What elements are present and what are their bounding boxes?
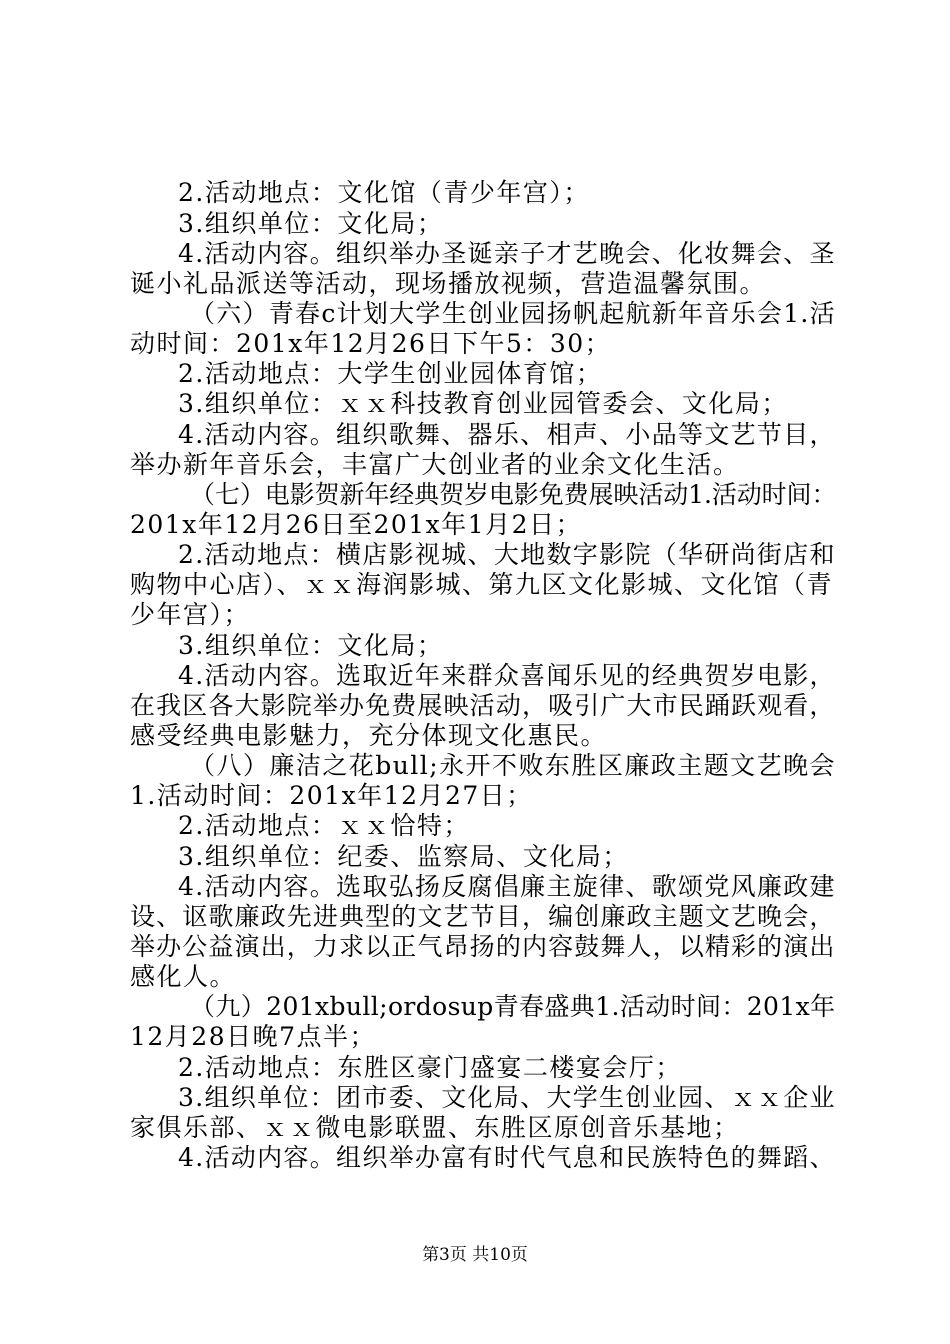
text-line: 4.活动内容。组织举办圣诞亲子才艺晚会、化妆舞会、圣 — [178, 239, 836, 268]
text-line: 少年宫）； — [130, 600, 251, 629]
text-line: 举办新年音乐会，丰富广大创业者的业余文化生活。 — [130, 450, 740, 479]
text-line: 2.活动地点：ｘｘ恰特； — [178, 811, 470, 840]
text-line: （六）青春c计划大学生创业园扬帆起航新年音乐会1.活 — [190, 299, 836, 328]
text-line: 感受经典电影魅力，充分体现文化惠民。 — [130, 721, 608, 750]
text-line: 12月28日晚7点半； — [130, 1022, 377, 1051]
text-line: 家俱乐部、ｘｘ微电影联盟、东胜区原创音乐基地； — [130, 1113, 740, 1142]
text-line: 举办公益演出，力求以正气昂扬的内容鼓舞人，以精彩的演出 — [130, 932, 836, 961]
text-line: 设、讴歌廉政先进典型的文艺节目，编创廉政主题文艺晚会， — [130, 902, 836, 931]
text-line: 在我区各大影院举办免费展映活动，吸引广大市民踊跃观看， — [130, 691, 836, 720]
text-line: 2.活动地点：文化馆（青少年宫）； — [178, 178, 590, 207]
text-line: 2.活动地点：大学生创业园体育馆； — [178, 359, 603, 388]
text-line: 3.组织单位：纪委、监察局、文化局； — [178, 842, 629, 871]
text-line: （七）电影贺新年经典贺岁电影免费展映活动1.活动时间： — [190, 480, 837, 509]
text-line: 4.活动内容。选取近年来群众喜闻乐见的经典贺岁电影， — [178, 661, 836, 690]
text-line: （九）201xbull;ordosup青春盛典1.活动时间：201x年 — [190, 992, 836, 1021]
text-line: 1.活动时间：201x年12月27日； — [130, 781, 533, 810]
text-line: 2.活动地点：东胜区豪门盛宴二楼宴会厅； — [178, 1053, 682, 1082]
text-line: 2.活动地点：横店影视城、大地数字影院（华研尚街店和 — [178, 540, 836, 569]
text-line: 3.组织单位：文化局； — [178, 209, 444, 238]
text-line: 诞小礼品派送等活动，现场播放视频，营造温馨氛围。 — [130, 269, 767, 298]
text-line: 201x年12月26日至201x年1月2日； — [130, 510, 583, 539]
text-line: 感化人。 — [130, 962, 237, 991]
page-footer: 第3页 共10页 — [422, 1245, 528, 1265]
text-line: 4.活动内容。选取弘扬反腐倡廉主旋律、歌颂党风廉政建 — [178, 872, 836, 901]
text-line: 3.组织单位：文化局； — [178, 631, 444, 660]
text-line: 4.活动内容。组织举办富有时代气息和民族特色的舞蹈、 — [178, 1143, 836, 1172]
text-line: 购物中心店）、ｘｘ海润影城、第九区文化影城、文化馆（青 — [130, 570, 834, 599]
text-line: 3.组织单位：ｘｘ科技教育创业园管委会、文化局； — [178, 389, 788, 418]
text-line: 3.组织单位：团市委、文化局、大学生创业园、ｘｘ企业 — [178, 1083, 836, 1112]
text-line: （八）廉洁之花bull;永开不败东胜区廉政主题文艺晚会 — [190, 751, 837, 780]
text-line: 4.活动内容。组织歌舞、器乐、相声、小品等文艺节目， — [178, 420, 836, 449]
text-line: 动时间：201x年12月26日下午5：30； — [130, 329, 612, 358]
